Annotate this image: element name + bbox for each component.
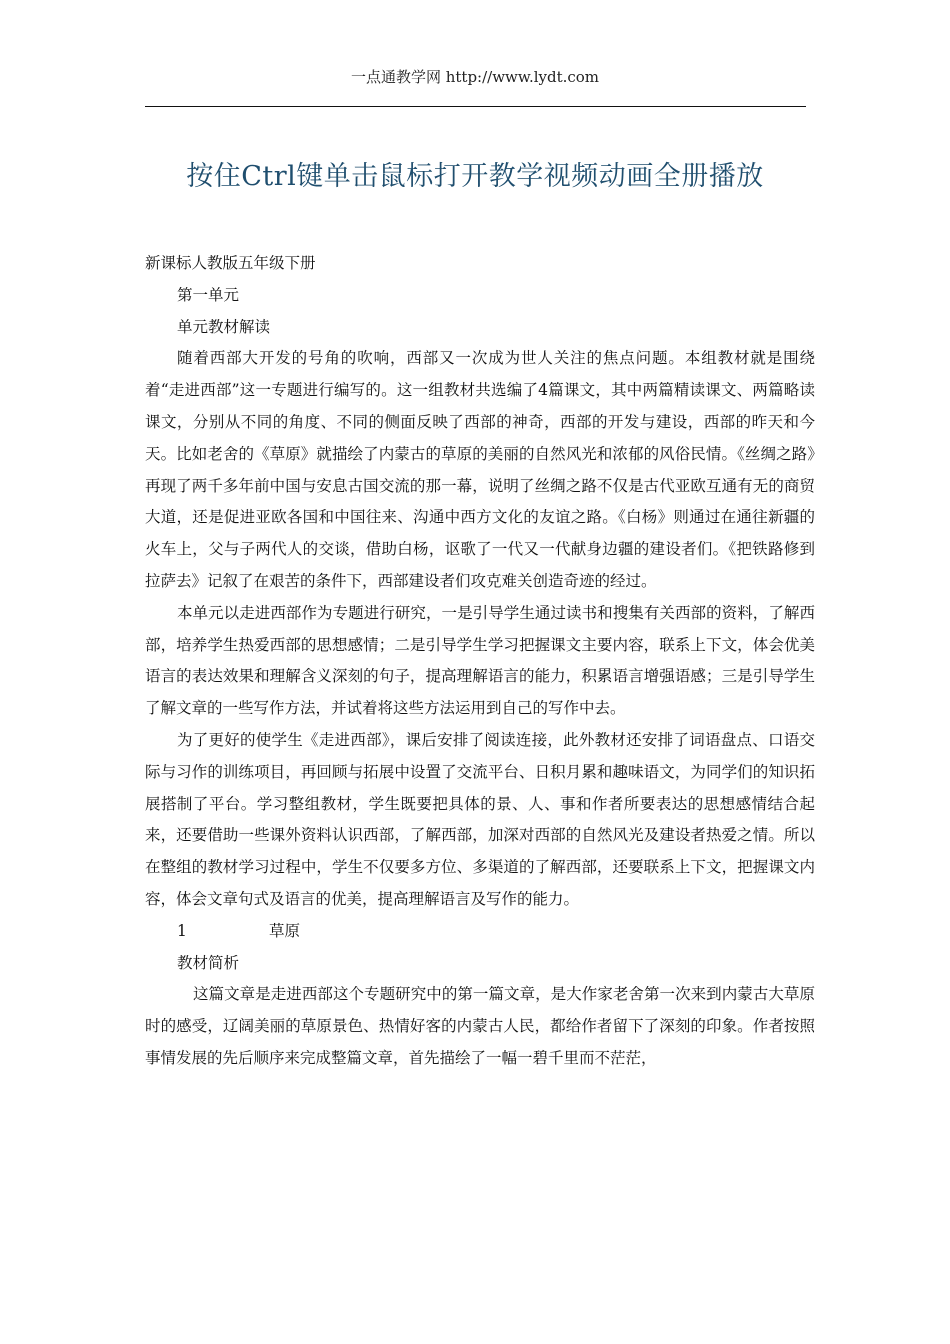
lesson-number: 1 xyxy=(177,921,187,940)
lesson-name: 草原 xyxy=(269,921,301,940)
paragraph-2: 本单元以走进西部作为专题进行研究，一是引导学生通过读书和搜集有关西部的资料，了解西部，培养学生热爱西部的思想感情；二是引导学生学习把握课文主要内容，联系上下文，体会优美语言的表达效果和理解含义深刻的句子，提高理解语言的能力，积累语言增强语感；三是引导学生了解文章的一些写作方法，并试着将这些方法运用到自己的写作中去。 xyxy=(145,603,815,718)
header-divider xyxy=(145,106,806,107)
paragraph-1: 随着西部大开发的号角的吹响，西部又一次成为世人关注的焦点问题。本组教材就是围绕着“走进西部”这一专题进行编写的。这一组教材共选编了4篇课文，其中两篇精读课文、两篇略读课文，分别从不同的角度、不同的侧面反映了西部的神奇，西部的开发与建设，西部的昨天和今天。比如老舍的《草原》就描绘了内蒙古的草原的美丽的自然风光和浓郁的风俗民情。《丝绸之路》再现了两千多年前中国与安息古国交流的那一幕，说明了丝绸之路不仅是古代亚欧互通有无的商贸大道，还是促进亚欧各国和中国往来、沟通中西方文化的友谊之路。《白杨》则通过在通往新疆的火车上，父与子两代人的交谈，借助白杨，讴歌了一代又一代献身边疆的建设者们。《把铁路修到拉萨去》记叙了在艰苦的条件下，西部建设者们攻克难关创造奇迹的经过。 xyxy=(145,349,815,590)
lesson-heading xyxy=(145,916,815,948)
unit-heading: 第一单元 xyxy=(177,285,240,304)
page-title[interactable]: 按住Ctrl键单击鼠标打开教学视频动画全册播放 xyxy=(186,161,764,192)
paragraph-3: 为了更好的使学生《走进西部》，课后安排了阅读连接，此外教材还安排了词语盘点、口语交际与习作的训练项目，再回顾与拓展中设置了交流平台、日积月累和趣味语文，为同学们的知识拓展搭制了平台。学习整组教材，学生既要把具体的景、人、事和作者所要表达的思想感情结合起来，还要借助一些课外资料认识西部，了解西部，加深对西部的自然风光及建设者热爱之情。所以在整组的教材学习过程中，学生不仅要多方位、多渠道的了解西部，还要联系上下文，把握课文内容，体会文章句式及语言的优美，提高理解语言及写作的能力。 xyxy=(145,730,815,908)
unit-reading-heading: 单元教材解读 xyxy=(177,317,271,336)
book-label: 新课标人教版五年级下册 xyxy=(145,254,316,272)
analysis-heading: 教材简析 xyxy=(177,953,240,972)
document-body xyxy=(145,248,815,1075)
paragraph-4: 这篇文章是走进西部这个专题研究中的第一篇文章，是大作家老舍第一次来到内蒙古大草原时的感受，辽阔美丽的草原景色、热情好客的内蒙古人民，都给作者留下了深刻的印象。作者按照事情发展的先后顺序来完成整篇文章，首先描绘了一幅一碧千里而不茫茫， xyxy=(145,985,815,1067)
page-header: 一点通教学网 http://www.lydt.com xyxy=(350,68,600,86)
